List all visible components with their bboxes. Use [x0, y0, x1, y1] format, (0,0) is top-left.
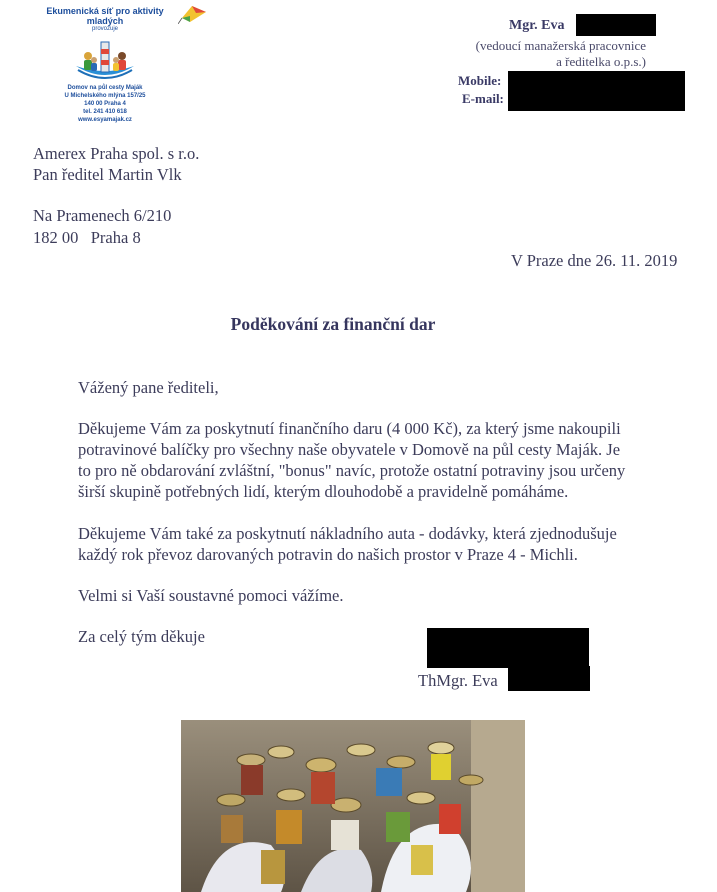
org-name-line1: Ekumenická síť pro aktivity	[46, 6, 164, 16]
org-provides-label: provozuje	[91, 26, 118, 32]
signature-name: ThMgr. Eva	[418, 671, 498, 690]
redacted-contacts	[508, 71, 685, 111]
paragraph-line: to pro ně obdarování zvláštní, "bonus" navíc, protože ostatní potraviny jsou určeny	[78, 461, 626, 480]
mobile-label: Mobile:	[458, 73, 502, 88]
org-address-line: U Michelského mlýna 157/25	[64, 93, 146, 99]
sender-name: Mgr. Eva	[509, 18, 565, 33]
paragraph-3: Velmi si Vaší soustavné pomoci vážíme.	[78, 586, 344, 605]
lighthouse-logo-icon	[72, 40, 138, 84]
paragraph-line: Děkujeme Vám také za poskytnutí nákladního auta - dodávky, která zjednodušuje	[78, 524, 617, 543]
email-label: E-mail:	[462, 91, 504, 106]
recipient-person: Pan ředitel Martin Vlk	[33, 165, 182, 184]
paragraph-line: potravinové balíčky pro všechny naše obyvatele v Domově na půl cesty Maják. Je	[78, 440, 621, 459]
recipient-company: Amerex Praha spol. s r.o.	[33, 144, 200, 163]
org-address-line: tel. 241 410 618	[83, 109, 127, 115]
paragraph-1	[78, 418, 625, 502]
redacted-signature-surname	[508, 666, 590, 691]
paragraph-line: širší skupině potřebných lidí, kterým dlouhodobě a pravidelně pomáháme.	[78, 482, 569, 501]
closing-line: Za celý tým děkuje	[78, 627, 205, 646]
redacted-surname	[576, 14, 656, 36]
food-parcels-image	[181, 720, 525, 892]
org-address-line: www.esyamajak.cz	[78, 117, 132, 123]
letter-title: Poděkování za finanční dar	[230, 314, 436, 334]
recipient-street: Na Pramenech 6/210	[33, 206, 172, 225]
sender-role-line: (vedoucí manažerská pracovnice	[475, 38, 646, 53]
org-name-line2: mladých	[86, 16, 124, 26]
org-address	[30, 84, 180, 124]
sender-role	[450, 38, 646, 70]
sender-role-line: a ředitelka o.p.s.)	[556, 54, 646, 69]
org-address-line: 140 00 Praha 4	[84, 101, 126, 107]
org-name	[30, 6, 180, 26]
paragraph-line: Děkujeme Vám za poskytnutí finančního daru (4 000 Kč), za který jsme nakoupili	[78, 419, 621, 438]
recipient-city: 182 00 Praha 8	[33, 228, 141, 247]
org-address-line: Domov na půl cesty Maják	[67, 85, 143, 91]
letter-date: V Praze dne 26. 11. 2019	[511, 251, 678, 270]
redacted-signature	[427, 628, 589, 668]
paragraph-line: každý rok převoz darovaných potravin do našich prostor v Praze 4 - Michli.	[78, 545, 578, 564]
photo-food-parcels	[181, 720, 525, 892]
salutation: Vážený pane řediteli,	[78, 378, 219, 397]
kite-icon	[178, 4, 208, 24]
paragraph-2	[78, 523, 617, 565]
